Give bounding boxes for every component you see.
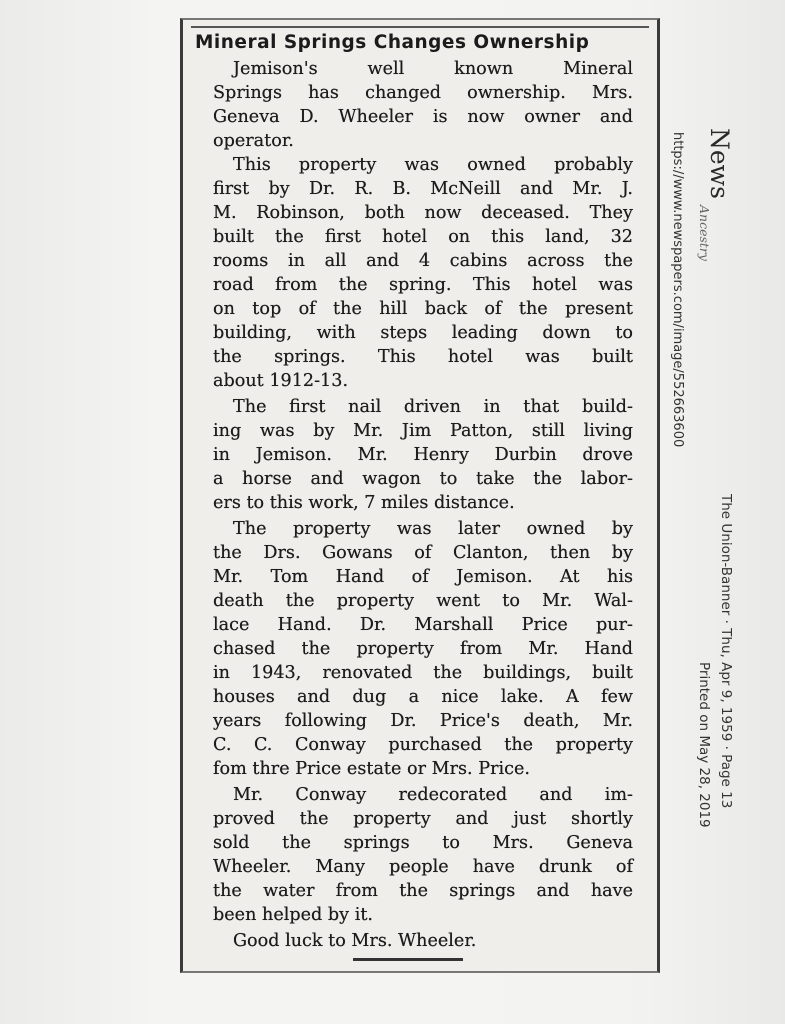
article-line: ing was by Mr. Jim Patton, still living <box>213 421 633 441</box>
article-line: on top of the hill back of the present <box>213 299 633 319</box>
article-line: ers to this work, 7 miles distance. <box>213 493 515 513</box>
article-line: houses and dug a nice lake. A few <box>213 687 633 707</box>
article-line: in 1943, renovated the buildings, built <box>213 663 633 683</box>
article-line: building, with steps leading down to <box>213 323 633 343</box>
article-line: This property was owned probably <box>233 155 633 175</box>
newspaper-clipping <box>180 18 660 973</box>
bottom-rule <box>353 958 463 961</box>
article-line: the Drs. Gowans of Clanton, then by <box>213 543 633 563</box>
article-line: chased the property from Mr. Hand <box>213 639 633 659</box>
article-line: Wheeler. Many people have drunk of <box>213 857 633 877</box>
article-line: Jemison's well known Mineral <box>233 59 633 79</box>
article-line: Springs has changed ownership. Mrs. <box>213 83 633 103</box>
article-line: operator. <box>213 131 294 151</box>
article-line: a horse and wagon to take the labor- <box>213 469 633 489</box>
article-line: The first nail driven in that build- <box>233 397 633 417</box>
article-line: in Jemison. Mr. Henry Durbin drove <box>213 445 633 465</box>
article-line: rooms in all and 4 cabins across the <box>213 251 633 271</box>
article-line: M. Robinson, both now deceased. They <box>213 203 633 223</box>
newspapers-brand-logo: News <box>705 128 734 199</box>
article-line: Mr. Tom Hand of Jemison. At his <box>213 567 633 587</box>
article-line: Geneva D. Wheeler is now owner and <box>213 107 633 127</box>
article-line: Mr. Conway redecorated and im- <box>233 785 633 805</box>
top-rule <box>191 26 649 28</box>
article-line: The property was later owned by <box>233 519 633 539</box>
article-line: C. C. Conway purchased the property <box>213 735 633 755</box>
article-line: road from the spring. This hotel was <box>213 275 633 295</box>
article-line: been helped by it. <box>213 905 373 925</box>
ancestry-watermark: Ancestry <box>697 205 712 261</box>
article-line: about 1912-13. <box>213 371 349 391</box>
printed-date: Printed on May 28, 2019 <box>696 662 712 828</box>
article-line: fom thre Price estate or Mrs. Price. <box>213 759 530 779</box>
article-line: first by Dr. R. B. McNeill and Mr. J. <box>213 179 633 199</box>
article-headline: Mineral Springs Changes Ownership <box>195 32 590 53</box>
publication-citation: The Union-Banner · Thu, Apr 9, 1959 · Page 13 <box>718 494 734 809</box>
article-line: the springs. This hotel was built <box>213 347 633 367</box>
article-line: the water from the springs and have <box>213 881 633 901</box>
article-line: death the property went to Mr. Wal- <box>213 591 633 611</box>
article-line: sold the springs to Mrs. Geneva <box>213 833 633 853</box>
article-closing-line: Good luck to Mrs. Wheeler. <box>233 931 477 951</box>
article-line: lace Hand. Dr. Marshall Price pur- <box>213 615 633 635</box>
article-line: years following Dr. Price's death, Mr. <box>213 711 633 731</box>
article-line: built the first hotel on this land, 32 <box>213 227 633 247</box>
article-line: proved the property and just shortly <box>213 809 633 829</box>
source-url: https://www.newspapers.com/image/552663600 <box>670 132 685 448</box>
